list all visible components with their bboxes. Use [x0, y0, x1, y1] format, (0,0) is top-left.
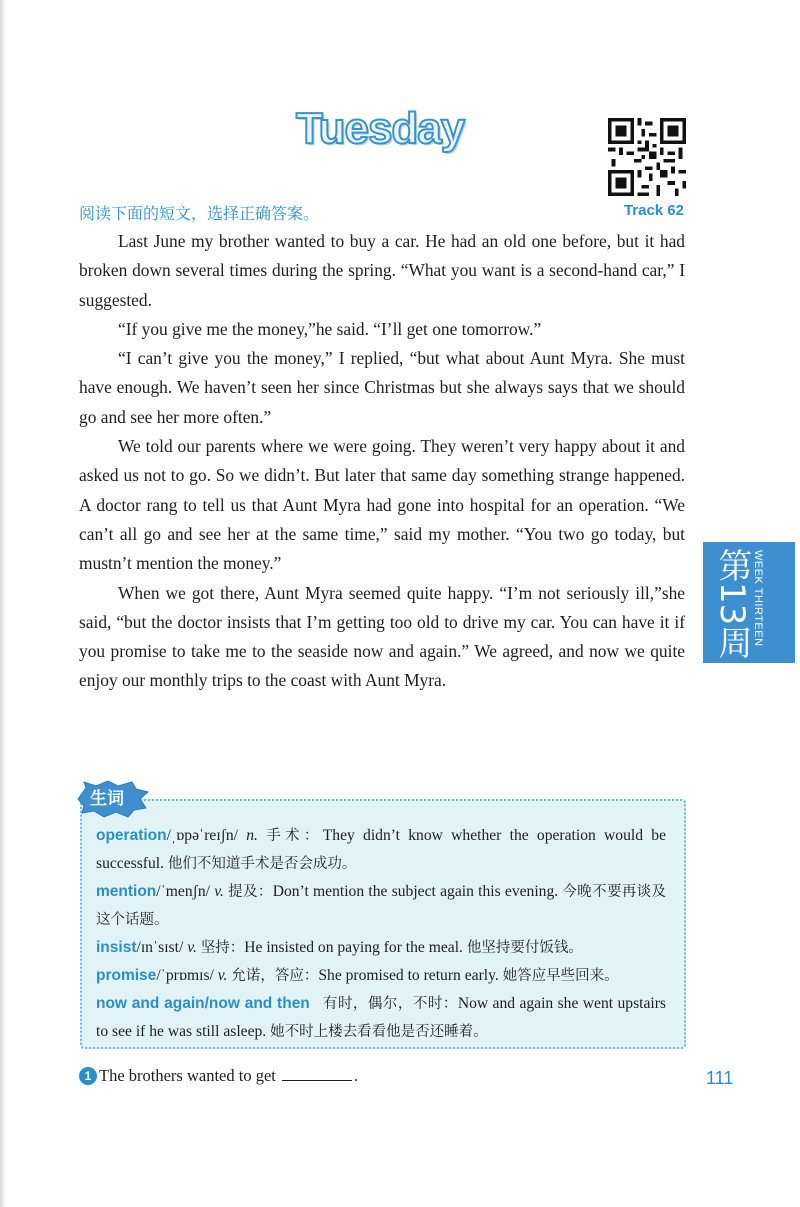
vocab-part-of-speech: v.: [187, 939, 197, 956]
vocab-part-of-speech: v.: [214, 883, 224, 900]
passage-paragraph: We told our parents where we were going. They weren’t very happy about it and asked us not to go. So we didn’t. But later that same day something strange happened. A doctor rang to tell us that Aunt Myra had gone into hospital for an operation. “We can’t all go and see her at the same time,” said my mother. “You two go today, but mustn’t mention the money.”: [79, 436, 685, 574]
passage-paragraph: When we got there, Aunt Myra seemed quite happy. “I’m not seriously ill,”she said, “but the doctor insists that I’m getting too old to drive my car. You can have it if you promise to take me to the seaside now and again.” We agreed, and now we quite enjoy our monthly trips to the coast with Aunt Myra.: [79, 582, 685, 691]
passage-paragraph: Last June my brother wanted to buy a car. He had an old one before, but it had broken down several times during the spring. “What you want is a second-hand car,” I suggested.: [79, 231, 685, 310]
question-text: The brothers wanted to get: [99, 1066, 276, 1085]
vocab-example-translation: 她答应早些回来。: [502, 968, 619, 984]
question-1: [79, 1066, 358, 1086]
page-gutter-shadow: [0, 0, 6, 1207]
vocab-word: operation: [96, 827, 167, 844]
question-end: .: [353, 1066, 359, 1085]
vocab-chinese-definition: 坚持：: [200, 940, 245, 956]
vocabulary-badge-label: 生词: [90, 789, 124, 809]
vocab-entry-now-and-again: [96, 990, 666, 1046]
vocab-entry-promise: [96, 962, 666, 990]
qr-code-icon[interactable]: [608, 118, 686, 196]
reading-passage: [79, 227, 685, 696]
page-number: 111: [706, 1068, 734, 1088]
vocab-chinese-definition: 提及：: [228, 884, 273, 900]
vocab-example: Don’t mention the subject again this evening.: [272, 883, 559, 900]
vocab-example: She promised to return early.: [318, 967, 499, 984]
vocab-phonetic: /ˈmenʃn/: [156, 883, 210, 900]
reading-instruction: 阅读下面的短文，选择正确答案。: [79, 204, 320, 223]
day-title: Tuesday: [296, 104, 465, 153]
answer-blank[interactable]: [282, 1080, 352, 1081]
vocab-example: He insisted on paying for the meal.: [244, 939, 463, 956]
vocab-entry-insist: [96, 934, 666, 962]
vocab-part-of-speech: v.: [217, 967, 228, 984]
vocab-phonetic: /ˈprɒmɪs/: [156, 967, 214, 984]
vocab-part-of-speech: n.: [246, 827, 258, 844]
week-tab-chinese: 第13周: [712, 548, 752, 660]
vocab-word: insist: [96, 939, 137, 956]
vocab-example-translation: 今晚不要再谈及这个话题。: [96, 884, 666, 928]
vocab-example: They didn’t know whether the operation would be successful.: [96, 827, 666, 872]
vocab-entry-mention: [96, 878, 666, 934]
vocab-example-translation: 她不时上楼去看看他是否还睡着。: [270, 1024, 488, 1040]
audio-track-label[interactable]: Track 62: [623, 202, 684, 219]
vocab-word: mention: [96, 883, 157, 900]
vocab-word: now and again/now and then: [96, 995, 310, 1012]
passage-paragraph: “If you give me the money,”he said. “I’ll get one tomorrow.”: [118, 318, 542, 339]
vocab-phonetic: /ɪnˈsɪst/: [136, 939, 184, 956]
vocabulary-list: [96, 822, 666, 1046]
vocab-example: Now and again she went upstairs to see if he was still asleep.: [96, 995, 666, 1040]
vocab-word: promise: [96, 967, 157, 984]
passage-paragraph: “I can’t give you the money,” I replied, “but what about Aunt Myra. She must have enough. We haven’t seen her since Christmas but she always says that we should go and see her more often.”: [79, 348, 685, 427]
vocab-entry-operation: [96, 822, 666, 878]
week-tab-english: WEEK THIRTEEN: [752, 550, 764, 647]
vocab-chinese-definition: 有时，偶尔，不时：: [322, 996, 458, 1012]
question-number-badge: 1: [79, 1067, 97, 1085]
vocab-chinese-definition: 允诺，答应：: [231, 968, 319, 984]
vocab-chinese-definition: 手术：: [266, 828, 323, 844]
vocab-phonetic: /ˌɒpəˈreɪʃn/: [166, 827, 238, 844]
vocab-example-translation: 他们不知道手术是否会成功。: [167, 856, 357, 872]
vocab-example-translation: 他坚持要付饭钱。: [466, 940, 583, 956]
